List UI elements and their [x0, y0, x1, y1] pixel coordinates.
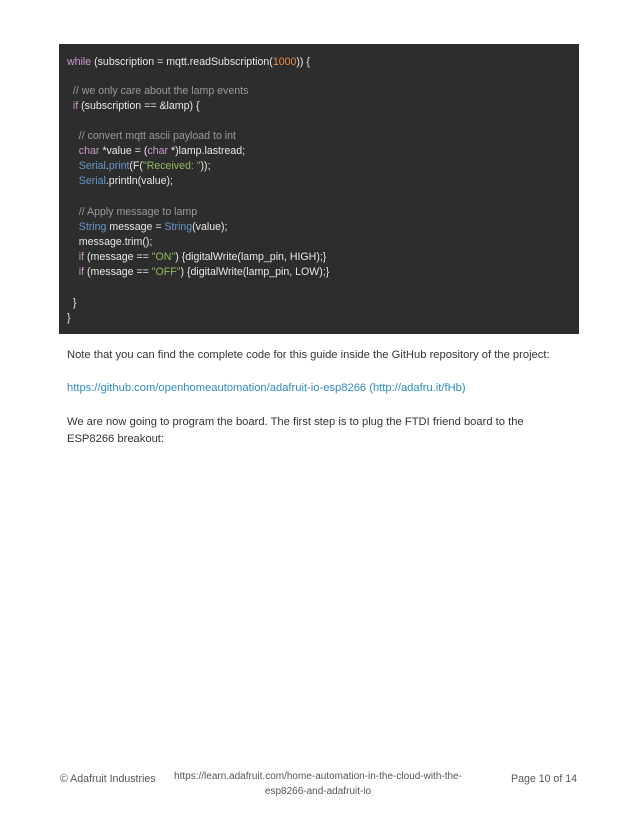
type-token: char	[147, 145, 168, 157]
keyword-token: if	[67, 266, 85, 278]
class-token: Serial	[67, 175, 106, 187]
code-line	[67, 100, 199, 113]
footer-page-number: Page 10 of 14	[511, 773, 577, 785]
code-token: ) {digitalWrite(lamp_pin, HIGH);}	[175, 251, 327, 263]
footer-url-line2: esp8266-and-adafruit-io	[264, 786, 372, 797]
function-token: print	[108, 160, 130, 172]
code-comment: // convert mqtt ascii payload to int	[67, 130, 236, 142]
footer-url-line1: https://learn.adafruit.com/home-automation-in-the-cloud-with-the-	[174, 771, 462, 782]
code-line: message.trim();	[67, 236, 153, 248]
footer-copyright: © Adafruit Industries	[60, 773, 156, 785]
code-token: (value);	[192, 221, 228, 233]
code-token: (subscription == &lamp) {	[78, 100, 200, 112]
keyword-token: if	[67, 251, 85, 263]
code-line	[67, 221, 227, 234]
code-line	[67, 266, 329, 279]
code-line	[67, 145, 245, 158]
code-line	[67, 160, 211, 173]
class-token: Serial	[67, 160, 106, 172]
footer-url	[158, 769, 478, 799]
code-token: *)lamp.lastread;	[168, 145, 246, 157]
program-paragraph-line1: We are now going to program the board. The first step is to plug the FTDI friend board to the	[67, 416, 524, 428]
string-token: "OFF"	[151, 266, 181, 278]
type-token: char	[67, 145, 100, 157]
code-token: (subscription = mqtt.readSubscription(	[91, 56, 273, 68]
class-token: String	[164, 221, 193, 233]
code-line	[67, 175, 173, 188]
keyword-token: if	[67, 100, 79, 112]
code-token: )) {	[296, 56, 310, 68]
code-block	[59, 44, 579, 334]
note-paragraph: Note that you can find the complete code for this guide inside the GitHub repository of the project:	[67, 349, 550, 361]
github-link[interactable]: https://github.com/openhomeautomation/adafruit-io-esp8266 (http://adafru.it/fHb)	[67, 382, 466, 394]
code-token: *value = (	[99, 145, 148, 157]
code-line: }	[67, 312, 71, 324]
code-line	[67, 56, 310, 69]
keyword-token: while	[67, 56, 92, 68]
code-token: ));	[200, 160, 211, 172]
number-token: 1000	[272, 56, 297, 68]
code-token: (message ==	[84, 251, 152, 263]
code-token: message =	[106, 221, 165, 233]
code-token: .	[105, 160, 109, 172]
string-token: "Received: "	[142, 160, 201, 172]
code-token: (F(	[129, 160, 143, 172]
code-line: }	[67, 297, 77, 309]
code-comment: // Apply message to lamp	[67, 206, 198, 218]
code-token: ) {digitalWrite(lamp_pin, LOW);}	[180, 266, 330, 278]
code-token: .println(value);	[105, 175, 173, 187]
program-paragraph-line2: ESP8266 breakout:	[67, 433, 165, 445]
code-comment: // we only care about the lamp events	[67, 85, 249, 97]
code-token: (message ==	[84, 266, 152, 278]
string-token: "ON"	[151, 251, 176, 263]
class-token: String	[67, 221, 107, 233]
code-line	[67, 251, 326, 264]
